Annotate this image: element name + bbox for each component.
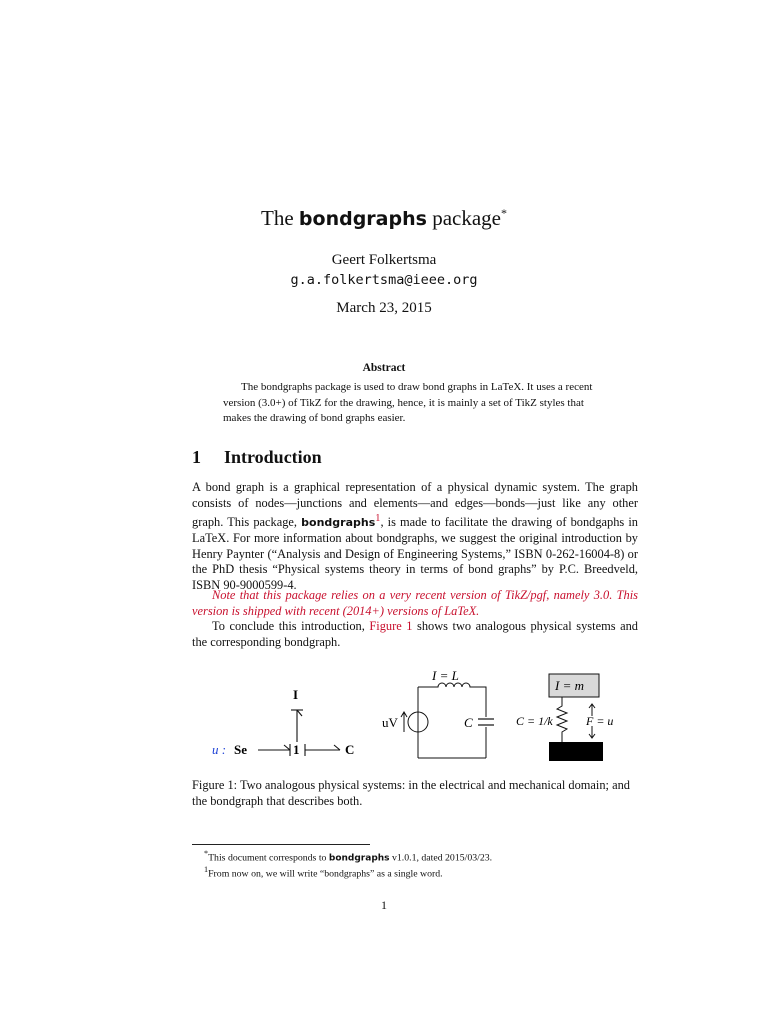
page-number: 1 (381, 898, 387, 912)
electrical-circuit (382, 668, 494, 758)
title-prefix: The (261, 206, 299, 230)
bond-capacitor-arrowhead (334, 745, 340, 750)
bondgraph-input-label: u : (212, 742, 227, 757)
footnote-star-mark: * (204, 849, 209, 858)
footnotes (192, 848, 638, 881)
spring-label: C = 1/k (516, 714, 553, 728)
footnote-rule (192, 844, 370, 845)
mass-label: I = m (555, 678, 584, 693)
bondgraph-inertia-node: I (293, 687, 299, 702)
footnote-star-text-a: This document corresponds to (208, 852, 329, 864)
ground-block (549, 742, 603, 761)
abstract-heading: Abstract (362, 362, 406, 374)
footnote-star-package: bondgraphs (328, 853, 390, 864)
capacitor-label: C (464, 715, 473, 730)
figure-1-link[interactable]: Figure 1 (369, 619, 413, 633)
paper-title (0, 206, 768, 231)
bondgraph-diagram (212, 687, 354, 757)
publication-date: March 23, 2015 (336, 300, 432, 316)
figure-caption: Figure 1: Two analogous physical systems: in the electrical and mechanical domain; and the bondgraph that describes both. (192, 778, 630, 808)
force-label: F = u (586, 714, 614, 728)
title-suffix: package (426, 206, 501, 230)
bondgraph-capacitor-node: C (345, 742, 355, 757)
inductor-label: I = L (432, 668, 459, 683)
footnote-star-text-b: v1.0.1, dated 2015/03/23. (389, 852, 493, 864)
section-title: Introduction (224, 447, 322, 467)
mechanical-system (516, 674, 613, 761)
abstract-body (223, 380, 611, 427)
bond-inertia-arrowhead (297, 710, 302, 716)
inductor-wire (418, 683, 486, 717)
bondgraph-se-node: Se (234, 742, 247, 757)
intro-paragraph-3 (192, 619, 638, 650)
voltage-source-label: uV (382, 715, 398, 730)
bondgraph-junction-node: 1 (293, 742, 300, 757)
bond-se-arrowhead (284, 745, 290, 750)
figure-1 (192, 660, 642, 765)
intro-paragraph-1 (192, 480, 638, 593)
footnote-1 (192, 864, 638, 880)
intro-note-text: Note that this package relies on a very recent version of TikZ/pgf, namely 3.0. This version is shipped with recent (2014+) versions of LaTeX. (192, 588, 638, 618)
intro-note (192, 588, 638, 619)
intro-p3-text-b: shows two analogous physical systems and the corresponding bondgraph. (192, 619, 638, 649)
intro-p3-text-a: To conclude this introduction, (212, 619, 370, 633)
section-number: 1 (192, 447, 201, 467)
author-email[interactable]: g.a.folkertsma@ieee.org (290, 272, 478, 288)
title-package-name: bondgraphs (298, 208, 427, 230)
title-footnote-mark: * (500, 206, 507, 220)
footnote-1-link[interactable]: 1 (375, 513, 381, 525)
spring-icon (557, 697, 567, 742)
footnote-star (192, 848, 638, 864)
section-heading (192, 447, 322, 468)
footnote-1-mark: 1 (204, 865, 209, 875)
footnote-1-text: From now on, we will write “bondgraphs” as a single word. (208, 868, 443, 880)
abstract-text: The bondgraphs package is used to draw bond graphs in LaTeX. It uses a recent version (3.0+) of TikZ for the drawing, hence, it is mainly a set of TikZ styles that makes the drawing of bond graphs easier. (223, 381, 593, 424)
intro-package-name: bondgraphs (301, 516, 376, 530)
author-name: Geert Folkertsma (331, 252, 437, 268)
intro-p1-text-b: , is made to facilitate the drawing of bondgaphs in LaTeX. For more information about bondgraphs, we suggest the original introduction by Henry Paynter (“Analysis and Design of Engineering Systems,” ISBN 0-262-16004-8) or the PhD thesis “Physical systems theory in terms of bond graphs” by P.C. Breedveld, ISBN 90-9000599-4. (192, 515, 639, 592)
intro-p1-text-a: A bond graph is a graphical representation of a physical dynamic system. The graph consists of nodes—junctions and elements—and edges—bonds—just like any other graph. This package, (192, 480, 638, 530)
